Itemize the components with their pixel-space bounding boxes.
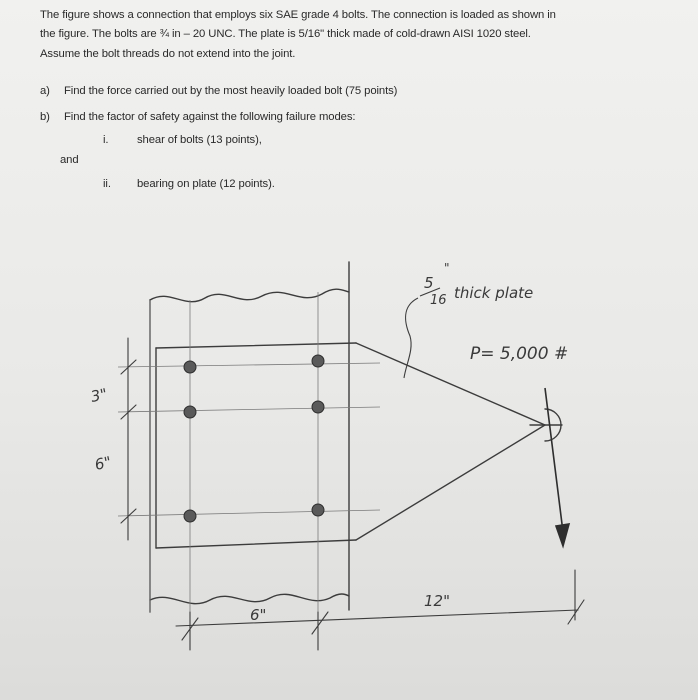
dimension-12-label: 12": [424, 592, 450, 610]
load-arrow-head: [556, 524, 569, 546]
question-b-label: b): [40, 111, 50, 123]
bolt-4: [312, 401, 324, 413]
bolt-5: [184, 510, 196, 522]
question-a: [40, 85, 397, 97]
thickness-inch-mark: ": [444, 261, 450, 275]
question-b-i-text: shear of bolts (13 points),: [137, 134, 262, 146]
dimension-3-label: 3": [89, 384, 109, 406]
problem-line-1: The figure shows a connection that employs six SAE grade 4 bolts. The connection is loaded as shown in: [40, 9, 556, 21]
problem-line-3: Assume the bolt threads do not extend into the joint.: [40, 48, 296, 60]
question-b-i-label: i.: [103, 134, 109, 146]
load-label: P= 5,000 #: [470, 344, 569, 364]
bolt-2: [312, 355, 324, 367]
bolt-1: [184, 361, 196, 373]
question-a-label: a): [40, 85, 50, 97]
column-top-break: [150, 289, 349, 301]
problem-line-2: the figure. The bolts are ¾ in – 20 UNC. The plate is 5/16" thick made of cold-drawn AISI 1020 steel.: [40, 28, 531, 40]
question-b-i: [103, 134, 262, 146]
and-connector: and: [60, 154, 79, 166]
thickness-denominator: 16: [430, 293, 447, 308]
bolt-row-centerline-3: [118, 510, 380, 516]
plate-bottom-edge: [156, 540, 356, 548]
question-b-ii-text: bearing on plate (12 points).: [137, 178, 275, 190]
dim-tick-right: [568, 600, 584, 624]
thickness-numerator: 5: [424, 274, 434, 292]
bolt-row-centerline-2: [118, 407, 380, 412]
bolted-connection-figure: [0, 230, 698, 700]
bolt-row-centerline-1: [118, 363, 380, 367]
horizontal-dimension-line: [176, 610, 578, 626]
thickness-leader: [404, 298, 418, 378]
plate-top-edge: [156, 343, 356, 348]
plate-taper-bottom: [356, 425, 545, 540]
question-b: [40, 111, 355, 123]
dimension-6-vertical-label: 6": [93, 452, 113, 474]
question-a-text: Find the force carried out by the most heavily loaded bolt (75 points): [64, 85, 398, 97]
column-bottom-break: [150, 594, 349, 604]
bolt-6: [312, 504, 324, 516]
bolt-3: [184, 406, 196, 418]
question-b-ii: [103, 178, 275, 190]
question-b-ii-label: ii.: [103, 178, 111, 190]
dim-tick-mid: [312, 612, 328, 634]
question-b-text: Find the factor of safety against the following failure modes:: [64, 111, 356, 123]
problem-statement: [0, 0, 698, 230]
load-arrow-shaft: [545, 388, 563, 532]
plate-label: thick plate: [454, 284, 534, 302]
dimension-6-horizontal-label: 6": [250, 606, 267, 624]
